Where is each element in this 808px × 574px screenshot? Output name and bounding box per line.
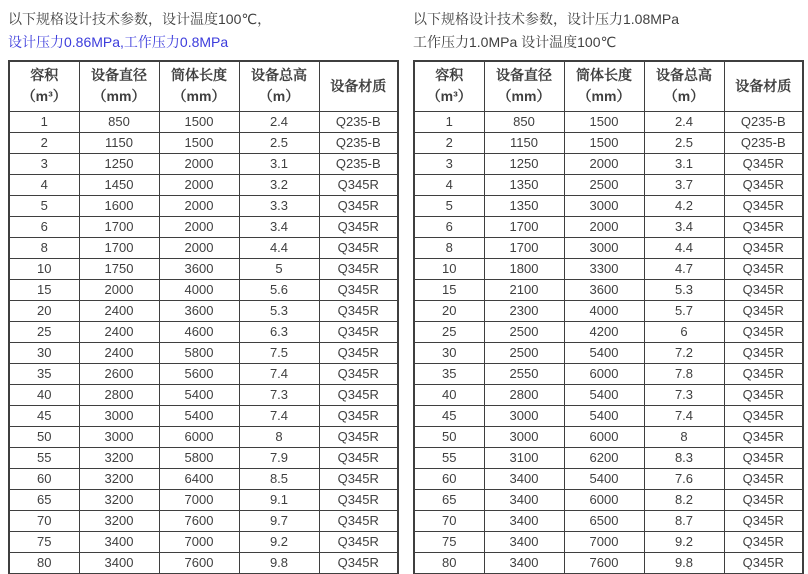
table-cell: 1350 [484, 174, 564, 195]
table-cell: 3.2 [239, 174, 319, 195]
table-cell: Q235-B [319, 111, 398, 132]
table-cell: Q345R [319, 300, 398, 321]
table-cell: 5400 [159, 384, 239, 405]
table-cell: 2600 [79, 363, 159, 384]
column-header: 设备总高 （m） [644, 61, 724, 111]
table-row [9, 111, 398, 132]
table-cell: 2500 [484, 342, 564, 363]
table-cell: 40 [414, 384, 484, 405]
table-cell: 1450 [79, 174, 159, 195]
table-cell: Q345R [319, 258, 398, 279]
table-row [9, 384, 398, 405]
table-row [414, 111, 803, 132]
table-row [414, 405, 803, 426]
table-cell: 70 [9, 510, 79, 531]
left-spec-table [8, 60, 399, 574]
table-cell: 3600 [159, 300, 239, 321]
table-cell: Q345R [724, 426, 803, 447]
table-cell: 3200 [79, 468, 159, 489]
table-cell: 5600 [159, 363, 239, 384]
table-cell: Q345R [319, 552, 398, 574]
table-row [9, 174, 398, 195]
table-cell: 3000 [79, 405, 159, 426]
table-cell: 8 [644, 426, 724, 447]
table-cell: 7.3 [239, 384, 319, 405]
table-row [414, 174, 803, 195]
table-cell: Q235-B [319, 132, 398, 153]
table-row [9, 132, 398, 153]
right-intro [413, 8, 802, 60]
table-cell: 3400 [484, 489, 564, 510]
column-header: 设备总高 （m） [239, 61, 319, 111]
table-row [414, 216, 803, 237]
table-cell: 3 [414, 153, 484, 174]
table-cell: 3300 [564, 258, 644, 279]
table-cell: 55 [9, 447, 79, 468]
table-cell: 5400 [564, 405, 644, 426]
table-cell: Q345R [319, 531, 398, 552]
table-cell: Q345R [724, 531, 803, 552]
table-cell: 75 [414, 531, 484, 552]
table-cell: 5800 [159, 342, 239, 363]
table-cell: 60 [414, 468, 484, 489]
table-cell: 850 [79, 111, 159, 132]
table-cell: 4.4 [239, 237, 319, 258]
table-cell: 6400 [159, 468, 239, 489]
table-cell: Q345R [319, 489, 398, 510]
table-cell: Q345R [319, 447, 398, 468]
table-cell: 3000 [484, 405, 564, 426]
table-cell: 4 [414, 174, 484, 195]
table-cell: 8 [414, 237, 484, 258]
table-cell: 65 [9, 489, 79, 510]
column-header: 设备材质 [319, 61, 398, 111]
column-header: 容积 （m³） [9, 61, 79, 111]
table-cell: 6.3 [239, 321, 319, 342]
table-cell: 10 [414, 258, 484, 279]
table-cell: 5400 [564, 342, 644, 363]
table-cell: 8.2 [644, 489, 724, 510]
table-cell: 9.2 [239, 531, 319, 552]
table-cell: 4.7 [644, 258, 724, 279]
table-cell: 60 [9, 468, 79, 489]
table-cell: 2400 [79, 321, 159, 342]
table-cell: Q345R [319, 363, 398, 384]
table-cell: 75 [9, 531, 79, 552]
table-row [414, 384, 803, 405]
right-intro-line2: 工作压力1.0MPa 设计温度100℃ [413, 34, 617, 50]
table-cell: 850 [484, 111, 564, 132]
table-cell: 25 [9, 321, 79, 342]
table-row [9, 468, 398, 489]
table-cell: 5.6 [239, 279, 319, 300]
table-cell: 3000 [564, 237, 644, 258]
table-row [414, 300, 803, 321]
table-cell: 5 [9, 195, 79, 216]
table-cell: 2000 [159, 153, 239, 174]
table-cell: 9.7 [239, 510, 319, 531]
table-row [414, 552, 803, 574]
table-cell: Q345R [319, 195, 398, 216]
table-cell: 7000 [159, 489, 239, 510]
table-cell: 1700 [79, 216, 159, 237]
table-cell: 6 [9, 216, 79, 237]
table-cell: 45 [414, 405, 484, 426]
table-cell: 7.5 [239, 342, 319, 363]
table-cell: 2300 [484, 300, 564, 321]
table-row [9, 510, 398, 531]
table-cell: 3600 [564, 279, 644, 300]
table-cell: 2000 [159, 174, 239, 195]
table-cell: 3400 [79, 552, 159, 574]
table-cell: 1150 [79, 132, 159, 153]
table-cell: 8.3 [644, 447, 724, 468]
table-cell: Q345R [724, 447, 803, 468]
table-cell: Q235-B [724, 132, 803, 153]
table-cell: 1700 [484, 237, 564, 258]
table-row [414, 363, 803, 384]
table-cell: 80 [9, 552, 79, 574]
table-cell: 2.5 [239, 132, 319, 153]
table-cell: 50 [9, 426, 79, 447]
table-row [414, 510, 803, 531]
table-cell: 7.4 [644, 405, 724, 426]
table-row [9, 552, 398, 574]
table-row [414, 447, 803, 468]
table-cell: 6200 [564, 447, 644, 468]
column-header: 设备直径 （mm） [484, 61, 564, 111]
table-cell: 2.4 [644, 111, 724, 132]
table-cell: Q345R [724, 279, 803, 300]
table-cell: 6000 [159, 426, 239, 447]
table-cell: Q345R [724, 468, 803, 489]
table-cell: 1600 [79, 195, 159, 216]
table-cell: 5400 [159, 405, 239, 426]
table-cell: Q345R [319, 510, 398, 531]
table-row [9, 195, 398, 216]
table-cell: 7600 [564, 552, 644, 574]
column-header: 设备直径 （mm） [79, 61, 159, 111]
table-cell: 4000 [564, 300, 644, 321]
table-cell: 8.7 [644, 510, 724, 531]
table-cell: Q235-B [724, 111, 803, 132]
table-cell: 15 [9, 279, 79, 300]
table-cell: Q345R [319, 174, 398, 195]
table-cell: Q345R [724, 405, 803, 426]
table-cell: 1250 [484, 153, 564, 174]
table-row [9, 342, 398, 363]
table-cell: 5800 [159, 447, 239, 468]
table-cell: 25 [414, 321, 484, 342]
table-cell: Q345R [319, 279, 398, 300]
table-cell: 40 [9, 384, 79, 405]
table-cell: 5400 [564, 468, 644, 489]
table-cell: 4200 [564, 321, 644, 342]
table-cell: 1 [414, 111, 484, 132]
table-cell: 2000 [159, 216, 239, 237]
table-cell: 15 [414, 279, 484, 300]
table-cell: 7.4 [239, 363, 319, 384]
table-row [9, 300, 398, 321]
table-cell: Q345R [319, 426, 398, 447]
table-cell: 20 [9, 300, 79, 321]
table-cell: 7.9 [239, 447, 319, 468]
table-cell: 3400 [484, 510, 564, 531]
header-row [414, 61, 803, 111]
table-row [414, 321, 803, 342]
table-cell: 7.3 [644, 384, 724, 405]
table-cell: 3 [9, 153, 79, 174]
table-cell: 3100 [484, 447, 564, 468]
table-cell: 7.6 [644, 468, 724, 489]
table-cell: 4600 [159, 321, 239, 342]
table-row [414, 342, 803, 363]
table-cell: 1150 [484, 132, 564, 153]
left-spec-section [8, 8, 397, 574]
table-cell: 2800 [79, 384, 159, 405]
table-cell: 3200 [79, 510, 159, 531]
table-row [9, 321, 398, 342]
table-cell: 3200 [79, 447, 159, 468]
table-cell: 3000 [564, 195, 644, 216]
table-cell: Q345R [724, 216, 803, 237]
table-cell: 5 [414, 195, 484, 216]
right-intro-line1: 以下规格设计技术参数，设计压力1.08MPa [413, 11, 680, 27]
table-row [9, 237, 398, 258]
table-cell: Q345R [724, 363, 803, 384]
table-cell: Q345R [724, 195, 803, 216]
table-cell: 2000 [159, 237, 239, 258]
table-cell: 3000 [484, 426, 564, 447]
table-cell: 2000 [159, 195, 239, 216]
table-cell: 4.4 [644, 237, 724, 258]
table-cell: Q345R [724, 237, 803, 258]
table-cell: Q345R [724, 489, 803, 510]
table-cell: 1 [9, 111, 79, 132]
table-row [414, 489, 803, 510]
table-row [414, 195, 803, 216]
table-row [9, 258, 398, 279]
table-row [9, 216, 398, 237]
table-cell: 1350 [484, 195, 564, 216]
table-cell: 4000 [159, 279, 239, 300]
table-cell: Q345R [319, 342, 398, 363]
table-cell: 2400 [79, 300, 159, 321]
table-cell: 1250 [79, 153, 159, 174]
table-row [414, 279, 803, 300]
table-cell: 6 [644, 321, 724, 342]
left-intro-line2: 设计压力0.86MPa,工作压力0.8MPa [8, 34, 229, 50]
table-cell: 3400 [79, 531, 159, 552]
table-cell: 2500 [564, 174, 644, 195]
table-cell: 7600 [159, 510, 239, 531]
table-cell: 5 [239, 258, 319, 279]
table-cell: 3.4 [644, 216, 724, 237]
table-cell: 4.2 [644, 195, 724, 216]
table-cell: 2400 [79, 342, 159, 363]
right-spec-table [413, 60, 804, 574]
table-cell: 30 [414, 342, 484, 363]
table-cell: Q345R [724, 552, 803, 574]
table-cell: Q345R [319, 237, 398, 258]
table-cell: 2000 [564, 153, 644, 174]
table-cell: 6000 [564, 489, 644, 510]
table-cell: 7.2 [644, 342, 724, 363]
table-cell: Q345R [724, 258, 803, 279]
table-row [414, 531, 803, 552]
table-row [9, 363, 398, 384]
table-cell: 5.7 [644, 300, 724, 321]
table-cell: Q345R [319, 468, 398, 489]
table-cell: Q345R [319, 321, 398, 342]
table-cell: 1700 [79, 237, 159, 258]
right-spec-section [413, 8, 802, 574]
table-cell: 3.1 [644, 153, 724, 174]
table-cell: 6000 [564, 363, 644, 384]
table-cell: Q345R [724, 342, 803, 363]
table-cell: 65 [414, 489, 484, 510]
table-cell: 9.8 [644, 552, 724, 574]
table-row [9, 489, 398, 510]
column-header: 容积 （m³） [414, 61, 484, 111]
table-cell: Q235-B [319, 153, 398, 174]
table-cell: 50 [414, 426, 484, 447]
table-cell: 5.3 [644, 279, 724, 300]
table-cell: 2 [414, 132, 484, 153]
table-cell: 70 [414, 510, 484, 531]
table-row [9, 426, 398, 447]
table-cell: 3200 [79, 489, 159, 510]
table-row [414, 153, 803, 174]
table-cell: 7600 [159, 552, 239, 574]
table-cell: 30 [9, 342, 79, 363]
table-cell: 2000 [564, 216, 644, 237]
table-cell: 9.8 [239, 552, 319, 574]
table-cell: 2 [9, 132, 79, 153]
table-cell: 3600 [159, 258, 239, 279]
table-cell: 1500 [159, 132, 239, 153]
table-cell: Q345R [319, 405, 398, 426]
column-header: 筒体长度 （mm） [564, 61, 644, 111]
table-cell: 2500 [484, 321, 564, 342]
table-cell: Q345R [319, 216, 398, 237]
table-cell: 10 [9, 258, 79, 279]
column-header: 设备材质 [724, 61, 803, 111]
table-cell: 3400 [484, 468, 564, 489]
table-row [9, 405, 398, 426]
table-cell: 8 [239, 426, 319, 447]
table-cell: 5400 [564, 384, 644, 405]
column-header: 筒体长度 （mm） [159, 61, 239, 111]
table-row [414, 426, 803, 447]
table-cell: 2.4 [239, 111, 319, 132]
table-cell: Q345R [724, 300, 803, 321]
table-cell: 6000 [564, 426, 644, 447]
table-cell: 7000 [564, 531, 644, 552]
left-intro [8, 8, 397, 60]
table-cell: 2100 [484, 279, 564, 300]
table-cell: 1750 [79, 258, 159, 279]
table-cell: 8 [9, 237, 79, 258]
table-cell: 1500 [159, 111, 239, 132]
table-cell: 35 [414, 363, 484, 384]
left-intro-line1: 以下规格设计技术参数，设计温度100℃， [8, 11, 272, 27]
table-cell: 2550 [484, 363, 564, 384]
table-cell: 4 [9, 174, 79, 195]
table-row [9, 531, 398, 552]
table-cell: 6 [414, 216, 484, 237]
table-cell: 9.1 [239, 489, 319, 510]
table-cell: 9.2 [644, 531, 724, 552]
table-row [9, 279, 398, 300]
table-cell: Q345R [724, 321, 803, 342]
table-cell: 2800 [484, 384, 564, 405]
table-cell: Q345R [724, 153, 803, 174]
table-cell: 3.1 [239, 153, 319, 174]
table-cell: 3.7 [644, 174, 724, 195]
table-cell: 3000 [79, 426, 159, 447]
table-cell: 3.3 [239, 195, 319, 216]
table-cell: 7.8 [644, 363, 724, 384]
table-cell: 80 [414, 552, 484, 574]
table-row [9, 153, 398, 174]
table-cell: 1800 [484, 258, 564, 279]
table-row [414, 237, 803, 258]
table-cell: 2.5 [644, 132, 724, 153]
table-cell: 3400 [484, 552, 564, 574]
table-row [414, 468, 803, 489]
table-cell: 6500 [564, 510, 644, 531]
table-cell: Q345R [319, 384, 398, 405]
table-cell: 7000 [159, 531, 239, 552]
table-cell: Q345R [724, 174, 803, 195]
table-cell: 3400 [484, 531, 564, 552]
table-row [414, 258, 803, 279]
table-cell: 35 [9, 363, 79, 384]
table-row [414, 132, 803, 153]
table-cell: 7.4 [239, 405, 319, 426]
table-cell: Q345R [724, 384, 803, 405]
table-cell: 1500 [564, 111, 644, 132]
table-cell: 55 [414, 447, 484, 468]
table-cell: 20 [414, 300, 484, 321]
table-cell: 5.3 [239, 300, 319, 321]
table-row [9, 447, 398, 468]
table-cell: 3.4 [239, 216, 319, 237]
table-cell: 1500 [564, 132, 644, 153]
table-cell: 8.5 [239, 468, 319, 489]
table-cell: Q345R [724, 510, 803, 531]
header-row [9, 61, 398, 111]
table-cell: 2000 [79, 279, 159, 300]
table-cell: 45 [9, 405, 79, 426]
table-cell: 1700 [484, 216, 564, 237]
